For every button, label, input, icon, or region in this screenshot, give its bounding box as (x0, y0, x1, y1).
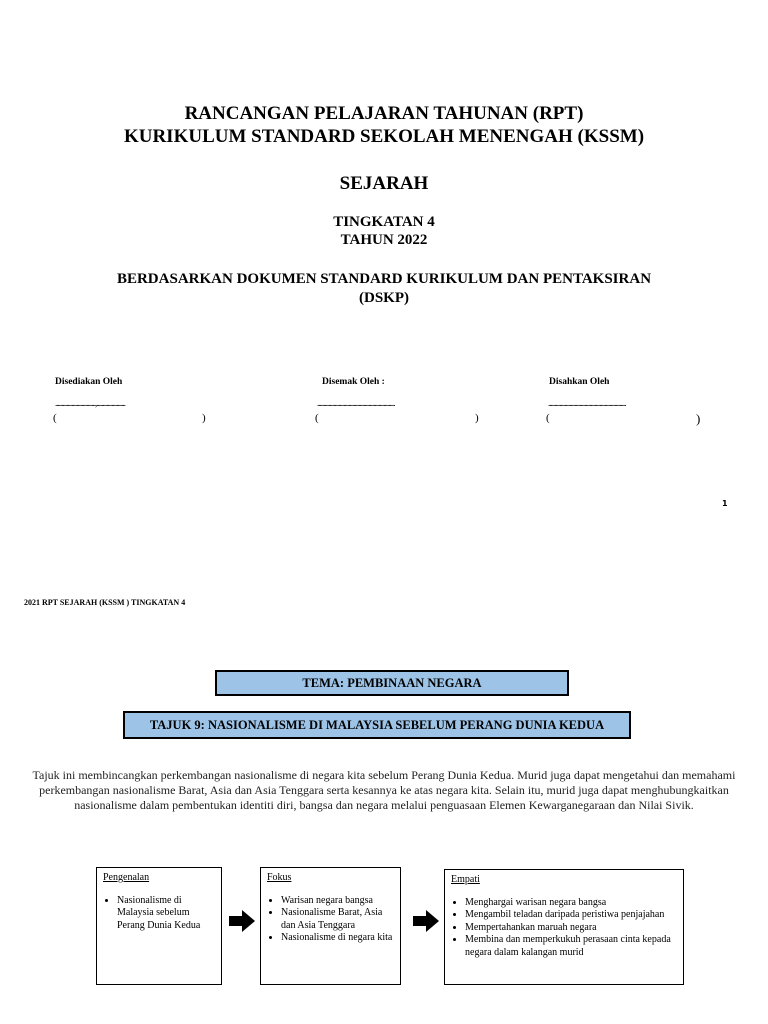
empati-box (444, 869, 684, 985)
sig-close-paren-reviewed: ) (475, 412, 479, 424)
pengenalan-box (96, 867, 222, 985)
empati-item: • Menghargai warisan negara bangsa (465, 897, 677, 910)
sig-dots-reviewed: .............................................................. (317, 399, 395, 408)
sig-open-paren-reviewed: ( (315, 412, 319, 424)
cover-title-line2: KURIKULUM STANDARD SEKOLAH MENENGAH (KSSM) (123, 126, 645, 147)
cover-title-line1: RANCANGAN PELAJARAN TAHUNAN (RPT) (184, 103, 584, 124)
empati-item: • Mengambil teladan daripada peristiwa penjajahan (465, 909, 677, 922)
cover-basis-line1: BERDASARKAN DOKUMEN STANDARD KURIKULUM DAN PENTAKSIRAN (116, 271, 652, 287)
empati-item: • Membina dan memperkukuh perasaan cinta kepada negara dalam kalangan murid (465, 934, 677, 959)
empati-item: • Mempertahankan maruah negara (465, 922, 677, 935)
fokus-item: • Nasionalisme di negara kita (281, 932, 394, 945)
sig-open-paren-approved: ( (546, 412, 550, 424)
pengenalan-list (103, 895, 215, 933)
sig-label-reviewed: Disemak Oleh : (322, 377, 385, 387)
pengenalan-item: • Nasionalisme di Malaysia sebelum Perang Dunia Kedua (117, 895, 215, 933)
sig-close-paren-prepared: ) (202, 412, 206, 424)
empati-list (451, 897, 677, 960)
sig-open-paren-prepared: ( (53, 412, 57, 424)
cover-form: TINGKATAN 4 (333, 214, 435, 230)
sig-dots-prepared: ................................,....................... (55, 399, 125, 408)
fokus-box (260, 867, 401, 985)
cover-year: TAHUN 2022 (340, 232, 428, 248)
sig-dots-approved: .............................................................. (548, 399, 626, 408)
arrow-right-icon (413, 910, 439, 932)
cover-subject: SEJARAH (339, 173, 429, 194)
theme-box: TEMA: PEMBINAAN NEGARA (215, 670, 569, 696)
fokus-item: • Warisan negara bangsa (281, 895, 394, 908)
fokus-item: • Nasionalisme Barat, Asia dan Asia Tenggara (281, 907, 394, 932)
pengenalan-title: Pengenalan (103, 872, 150, 883)
page-number: 1 (722, 499, 728, 508)
sig-label-prepared: Disediakan Oleh (55, 377, 123, 387)
sig-close-paren-approved: ) (696, 411, 701, 426)
fokus-list (267, 895, 394, 945)
cover-basis-line2: (DSKP) (359, 290, 409, 306)
fokus-title: Fokus (267, 872, 292, 883)
page2-header: 2021 RPT SEJARAH (KSSM ) TINGKATAN 4 (24, 598, 186, 607)
topic-box: TAJUK 9: NASIONALISME DI MALAYSIA SEBELUM PERANG DUNIA KEDUA (123, 711, 631, 739)
intro-paragraph: Tajuk ini membincangkan perkembangan nasionalisme di negara kita sebelum Perang Dunia Kedua. Murid juga dapat mengetahui dan memahami perkembangan nasionalisme Barat, Asia dan Asia Tenggara serta kesannya ke atas negara kita. Selain itu, murid juga dapat menghubungkaitkan nasionalisme dalam pembentukan identiti diri, bangsa dan negara melalui penguasaan Elemen Kewarganegaraan dan Nilai Sivik. (32, 768, 736, 812)
sig-label-approved: Disahkan Oleh (549, 377, 610, 387)
arrow-right-icon (229, 910, 255, 932)
empati-title: Empati (451, 874, 480, 885)
